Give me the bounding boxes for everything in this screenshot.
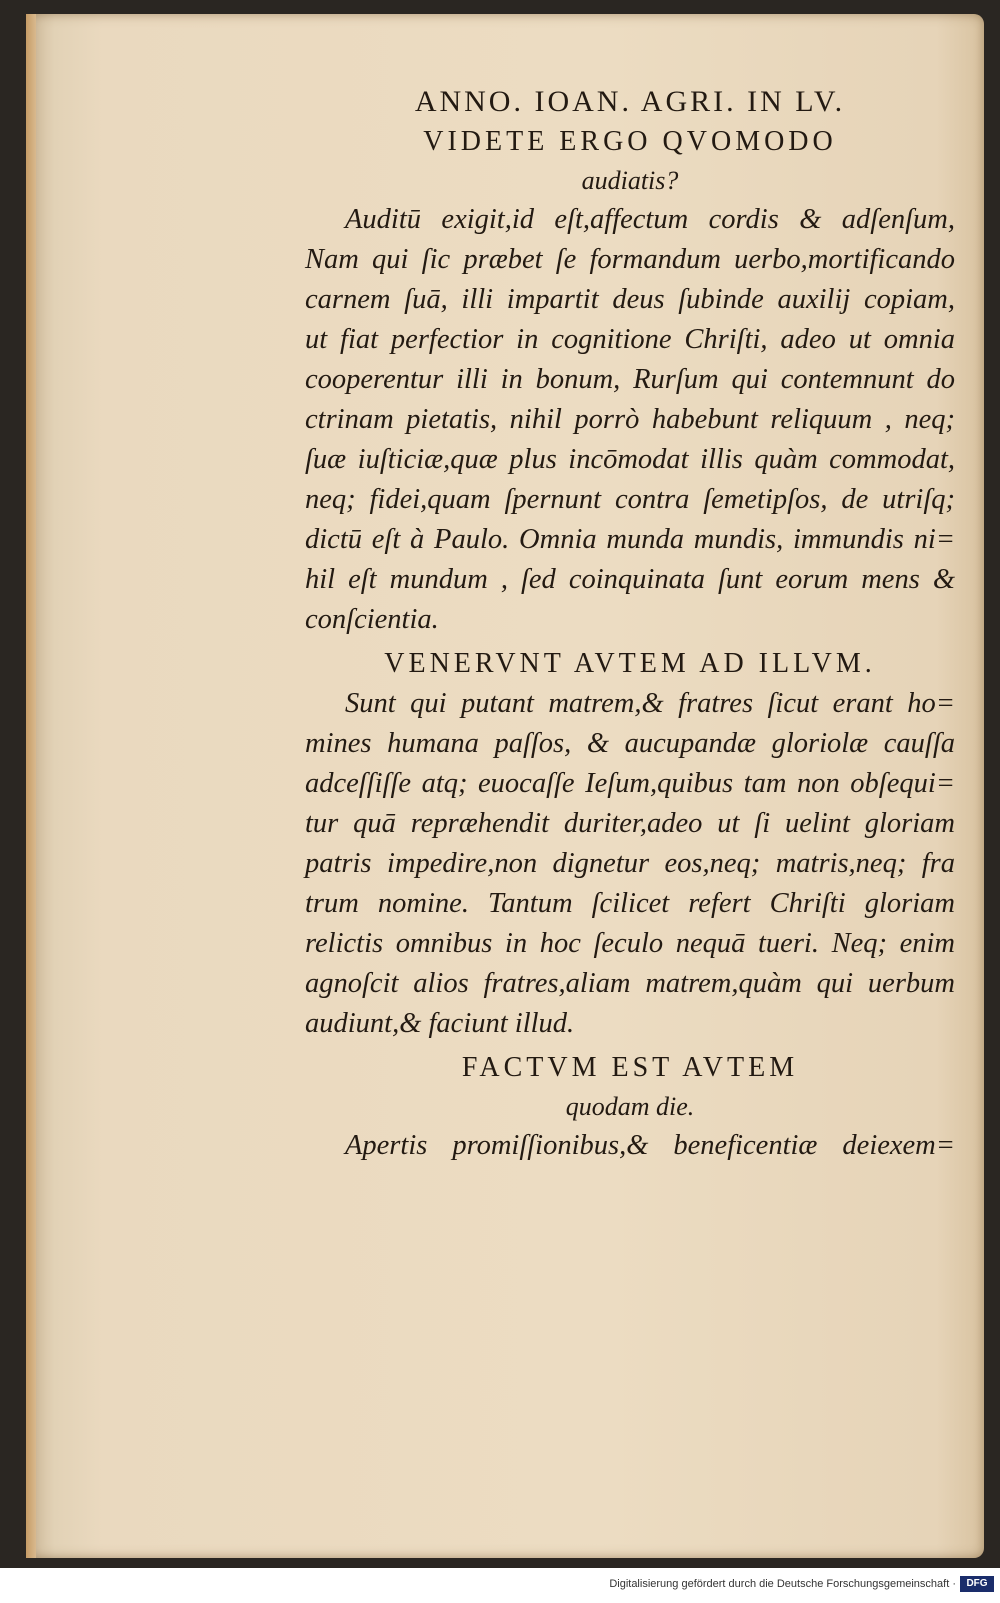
text-line: Auditū exigit,id eſt,affectum cordis & adſenſum, xyxy=(345,204,955,235)
funding-credit: Digitalisierung gefördert durch die Deutsche Forschungsgemeinschaft · xyxy=(609,1578,956,1590)
text-line: mines humana paſſos, & aucupandæ gloriolæ cauſſa xyxy=(305,728,955,759)
text-line: audiunt,& faciunt illud. xyxy=(305,1008,575,1039)
paragraph xyxy=(305,1126,955,1166)
text-line: adceſſiſſe atq; euocaſſe Ieſum,quibus tam non obſequi= xyxy=(305,768,955,799)
section-2 xyxy=(305,644,955,1044)
text-line: trum nomine. Tantum ſcilicet refert Chriſti gloriam xyxy=(305,888,955,919)
section-subheading: audiatis? xyxy=(581,166,679,195)
text-line: dictū eſt à Paulo. Omnia munda mundis, immundis ni= xyxy=(305,524,955,555)
text-line: ſuæ iuſticiæ,quæ plus incōmodat illis quàm commodat, xyxy=(305,444,955,475)
page-binding-edge xyxy=(26,14,36,1558)
section-subheading: quodam die. xyxy=(565,1092,695,1121)
dfg-logo: DFG xyxy=(960,1576,994,1592)
text-line: ctrinam pietatis, nihil porrò habebunt reliquum , neq; xyxy=(305,404,955,435)
text-line: Apertis promiſſionibus,& beneficentiæ deiexem= xyxy=(345,1130,955,1161)
section-3 xyxy=(305,1048,955,1166)
footer-bar xyxy=(0,1568,1000,1603)
text-line: Nam qui ſic præbet ſe formandum uerbo,mortificando xyxy=(305,244,955,275)
section-1 xyxy=(305,122,955,640)
text-line: patris impedire,non dignetur eos,neq; matris,neq; fra xyxy=(305,848,955,879)
paragraph xyxy=(305,200,955,640)
section-heading: FACTVM EST AVTEM xyxy=(461,1052,799,1083)
text-line: agnoſcit alios fratres,aliam matrem,quàm qui uerbum xyxy=(305,968,955,999)
text-line: carnem ſuā, illi impartit deus ſubinde auxilij copiam, xyxy=(305,284,955,315)
text-line: conſcientia. xyxy=(305,604,439,635)
text-line: cooperentur illi in bonum, Rurſum qui contemnunt do xyxy=(305,364,955,395)
paragraph xyxy=(305,684,955,1044)
running-head: ANNO. IOAN. AGRI. IN LV. xyxy=(414,85,846,118)
text-line: ut fiat perfectior in cognitione Chriſti, adeo ut omnia xyxy=(305,324,955,355)
text-line: tur quā repræhendit duriter,adeo ut ſi uelint gloriam xyxy=(305,808,955,839)
text-line: relictis omnibus in hoc ſeculo nequā tueri. Neq; enim xyxy=(305,928,955,959)
text-line: neq; fidei,quam ſpernunt contra ſemetipſos, de utriſq; xyxy=(305,484,955,515)
section-heading: VIDETE ERGO QVOMODO xyxy=(423,126,837,157)
section-heading: VENERVNT AVTEM AD ILLVM. xyxy=(384,648,876,679)
text-line: hil eſt mundum , ſed coinquinata ſunt eorum mens & xyxy=(305,564,955,595)
page-text xyxy=(305,82,955,1166)
text-line: Sunt qui putant matrem,& fratres ſicut erant ho= xyxy=(345,688,955,719)
